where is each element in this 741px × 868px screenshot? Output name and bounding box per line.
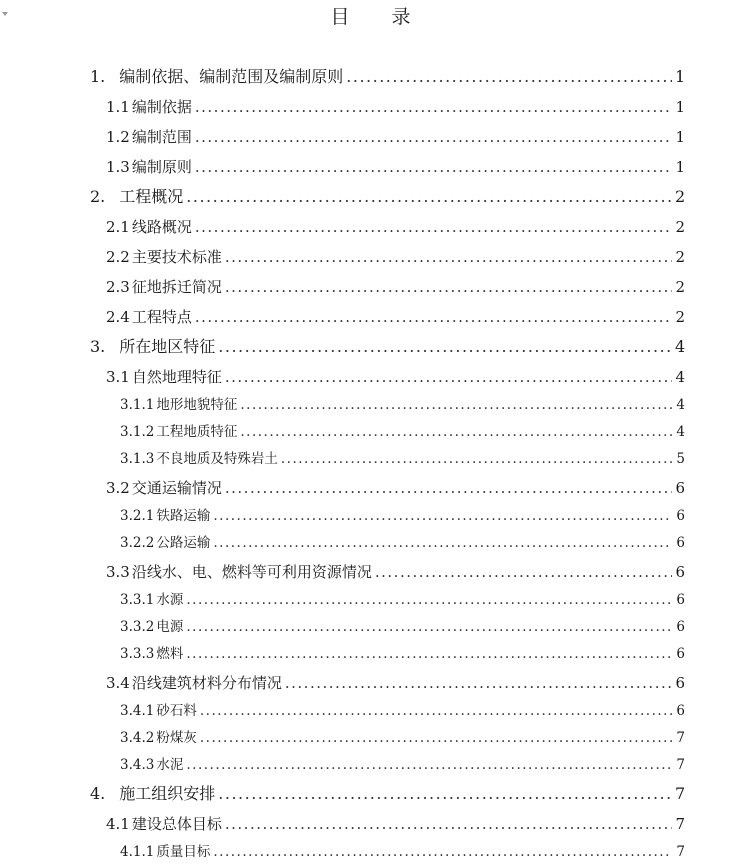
toc-entry-number: 2.2	[106, 248, 130, 266]
toc-entry-label	[120, 503, 210, 530]
toc-entry-number: 2.1	[106, 218, 130, 236]
toc-entry-label	[106, 152, 192, 182]
toc-entry-text: 征地拆迁简况	[131, 278, 222, 296]
toc-entry-page-number: 6	[676, 619, 685, 635]
dot-leader	[375, 557, 672, 587]
toc-entry-number: 3.1.1	[120, 397, 155, 413]
dot-leader	[240, 392, 672, 419]
toc-entry-number: 4.1	[106, 815, 130, 833]
dot-leader	[186, 182, 672, 212]
toc-entry-label	[120, 614, 183, 641]
toc-entry[interactable]	[0, 668, 741, 698]
toc-entry-text: 建设总体目标	[131, 815, 222, 833]
toc-entry[interactable]	[0, 725, 741, 752]
toc-entry-label	[120, 587, 183, 614]
dot-leader	[213, 503, 672, 530]
toc-entry-text: 电源	[156, 619, 184, 635]
toc-entry[interactable]	[0, 557, 741, 587]
dot-leader	[346, 62, 672, 92]
dot-leader	[281, 446, 672, 473]
toc-entry-number: 3.1	[106, 368, 130, 386]
toc-entry[interactable]	[0, 614, 741, 641]
dot-leader	[218, 779, 672, 809]
toc-entry-number: 3.	[90, 337, 106, 356]
toc-entry[interactable]	[0, 62, 741, 92]
toc-entry[interactable]	[0, 392, 741, 419]
toc-entry-text: 编制依据、编制范围及编制原则	[119, 67, 344, 86]
toc-entry-page-number: 6	[675, 479, 685, 497]
dot-leader	[240, 419, 672, 446]
toc-entry-number: 3.1.3	[120, 451, 155, 467]
toc-entry-text: 铁路运输	[156, 508, 211, 524]
toc-entry-label	[90, 779, 215, 809]
toc-entry-text: 工程概况	[119, 187, 184, 206]
toc-entry-label	[106, 557, 372, 587]
toc-entry-text: 砂石料	[156, 703, 197, 719]
dot-leader	[225, 809, 672, 839]
toc-entry-text: 线路概况	[131, 218, 192, 236]
toc-entry[interactable]	[0, 641, 741, 668]
toc-entry[interactable]	[0, 152, 741, 182]
dot-leader	[200, 725, 672, 752]
toc-entry-label	[120, 446, 278, 473]
dot-leader	[200, 698, 672, 725]
toc-entry-number: 3.2.1	[120, 508, 155, 524]
dot-leader	[195, 152, 672, 182]
toc-entry-text: 编制依据	[131, 98, 192, 116]
toc-entry-page-number: 1	[675, 67, 686, 86]
toc-entry-text: 交通运输情况	[131, 479, 222, 497]
toc-entry-page-number: 7	[676, 844, 685, 860]
toc-entry[interactable]	[0, 122, 741, 152]
toc-entry-page-number: 2	[675, 218, 685, 236]
toc-entry-label	[106, 272, 222, 302]
toc-entry[interactable]	[0, 182, 741, 212]
toc-entry-page-number: 5	[676, 451, 685, 467]
toc-entry-page-number: 2	[675, 308, 685, 326]
toc-entry-text: 工程地质特征	[156, 424, 238, 440]
toc-entry-label	[106, 242, 222, 272]
toc-entry[interactable]	[0, 302, 741, 332]
toc-entry-label	[120, 752, 183, 779]
toc-entry[interactable]	[0, 503, 741, 530]
toc-entry-text: 主要技术标准	[131, 248, 222, 266]
toc-entry-number: 2.	[90, 187, 106, 206]
toc-entry-text: 不良地质及特殊岩土	[156, 451, 278, 467]
dot-leader	[195, 122, 672, 152]
toc-entry-label	[120, 698, 197, 725]
toc-entry-page-number: 1	[675, 98, 685, 116]
toc-entry[interactable]	[0, 587, 741, 614]
toc-entry-label	[90, 182, 183, 212]
toc-entry-label	[120, 839, 210, 866]
toc-entry[interactable]	[0, 362, 741, 392]
dot-leader	[186, 752, 672, 779]
toc-entry-page-number: 2	[675, 278, 685, 296]
toc-entry-label	[106, 92, 192, 122]
toc-entry-label	[106, 668, 282, 698]
toc-entry-page-number: 4	[675, 337, 686, 356]
toc-entry-number: 4.1.1	[120, 844, 155, 860]
dot-leader	[186, 587, 672, 614]
toc-entry-number: 3.4.2	[120, 730, 155, 746]
toc-entry-page-number: 7	[675, 784, 686, 803]
toc-entry-page-number: 6	[675, 563, 685, 581]
toc-entry-page-number: 2	[675, 248, 685, 266]
toc-entry-label	[90, 62, 343, 92]
toc-entry-number: 3.2	[106, 479, 130, 497]
toc-entry-text: 公路运输	[156, 535, 211, 551]
toc-entry-page-number: 4	[676, 397, 685, 413]
toc-entry-page-number: 6	[676, 535, 685, 551]
toc-entry-label	[106, 212, 192, 242]
toc-entry-page-number: 4	[676, 424, 685, 440]
toc-entry-label	[106, 122, 192, 152]
toc-entry-page-number: 6	[676, 508, 685, 524]
toc-entry-number: 3.3.2	[120, 619, 155, 635]
toc-entry-text: 质量目标	[156, 844, 211, 860]
toc-entry[interactable]	[0, 212, 741, 242]
toc-entry-number: 1.	[90, 67, 106, 86]
toc-entry-label	[120, 392, 237, 419]
dot-leader	[285, 668, 672, 698]
toc-entry-number: 1.3	[106, 158, 130, 176]
dot-leader	[225, 362, 672, 392]
toc-entry-number: 3.3.3	[120, 646, 155, 662]
toc-entry[interactable]	[0, 446, 741, 473]
toc-entry[interactable]	[0, 242, 741, 272]
toc-entry-text: 水泥	[156, 757, 184, 773]
toc-entry-label	[106, 302, 192, 332]
toc-entry[interactable]	[0, 809, 741, 839]
toc-entry-label	[106, 473, 222, 503]
toc-entry[interactable]	[0, 419, 741, 446]
dot-leader	[186, 641, 672, 668]
toc-title: 目 录	[330, 6, 429, 28]
dot-leader	[213, 530, 672, 557]
dot-leader	[225, 242, 672, 272]
toc-entry[interactable]	[0, 473, 741, 503]
dot-leader	[186, 614, 672, 641]
toc-entry-number: 2.4	[106, 308, 130, 326]
toc-entry-text: 燃料	[156, 646, 184, 662]
toc-entry[interactable]	[0, 530, 741, 557]
toc-entry[interactable]	[0, 332, 741, 362]
toc-entry[interactable]	[0, 839, 741, 866]
toc-entry-label	[120, 641, 183, 668]
toc-entry-number: 3.4.1	[120, 703, 155, 719]
toc-entry-number: 1.1	[106, 98, 130, 116]
toc-entry-number: 2.3	[106, 278, 130, 296]
toc-entry-text: 地形地貌特征	[156, 397, 238, 413]
toc-entry-page-number: 7	[676, 757, 685, 773]
toc-entry-page-number: 7	[675, 815, 685, 833]
toc-entry[interactable]	[0, 698, 741, 725]
toc-entry-text: 自然地理特征	[131, 368, 222, 386]
dot-leader	[213, 839, 672, 866]
toc-entry-text: 施工组织安排	[119, 784, 216, 803]
dot-leader	[225, 272, 672, 302]
toc-entry-text: 沿线水、电、燃料等可利用资源情况	[131, 563, 372, 581]
toc-entry-page-number: 1	[675, 128, 685, 146]
toc-entry-number: 3.3	[106, 563, 130, 581]
toc-entry-page-number: 1	[675, 158, 685, 176]
toc-entry-number: 3.3.1	[120, 592, 155, 608]
toc-entry[interactable]	[0, 272, 741, 302]
toc-entry-text: 所在地区特征	[119, 337, 216, 356]
toc-entry-number: 3.4	[106, 674, 130, 692]
toc-entry-number: 3.2.2	[120, 535, 155, 551]
toc-entry-page-number: 6	[675, 674, 685, 692]
toc-entry[interactable]	[0, 92, 741, 122]
toc-entry-number: 4.	[90, 784, 106, 803]
toc-entry[interactable]	[0, 752, 741, 779]
toc-entry-page-number: 4	[675, 368, 685, 386]
toc-entry-page-number: 6	[676, 703, 685, 719]
toc-entry-number: 3.1.2	[120, 424, 155, 440]
toc-entry-label	[120, 419, 237, 446]
toc-entry-text: 编制原则	[131, 158, 192, 176]
toc-entry-text: 水源	[156, 592, 184, 608]
dot-leader	[195, 92, 672, 122]
toc-entry-page-number: 2	[675, 187, 686, 206]
toc-entry-page-number: 6	[676, 646, 685, 662]
toc-entry-page-number: 6	[676, 592, 685, 608]
toc-entry-number: 1.2	[106, 128, 130, 146]
toc-entry-number: 3.4.3	[120, 757, 155, 773]
toc-entry-text: 编制范围	[131, 128, 192, 146]
toc-entry-label	[90, 332, 215, 362]
toc-entry-label	[120, 530, 210, 557]
toc-entry[interactable]	[0, 779, 741, 809]
dot-leader	[195, 302, 672, 332]
toc-entry-page-number: 7	[676, 730, 685, 746]
toc-entry-text: 沿线建筑材料分布情况	[131, 674, 282, 692]
toc-entry-label	[120, 725, 197, 752]
dot-leader	[218, 332, 672, 362]
toc-entry-label	[106, 362, 222, 392]
toc-entry-text: 工程特点	[131, 308, 192, 326]
toc-entry-text: 粉煤灰	[156, 730, 197, 746]
dot-leader	[195, 212, 672, 242]
toc-entry-label	[106, 809, 222, 839]
dot-leader	[225, 473, 672, 503]
